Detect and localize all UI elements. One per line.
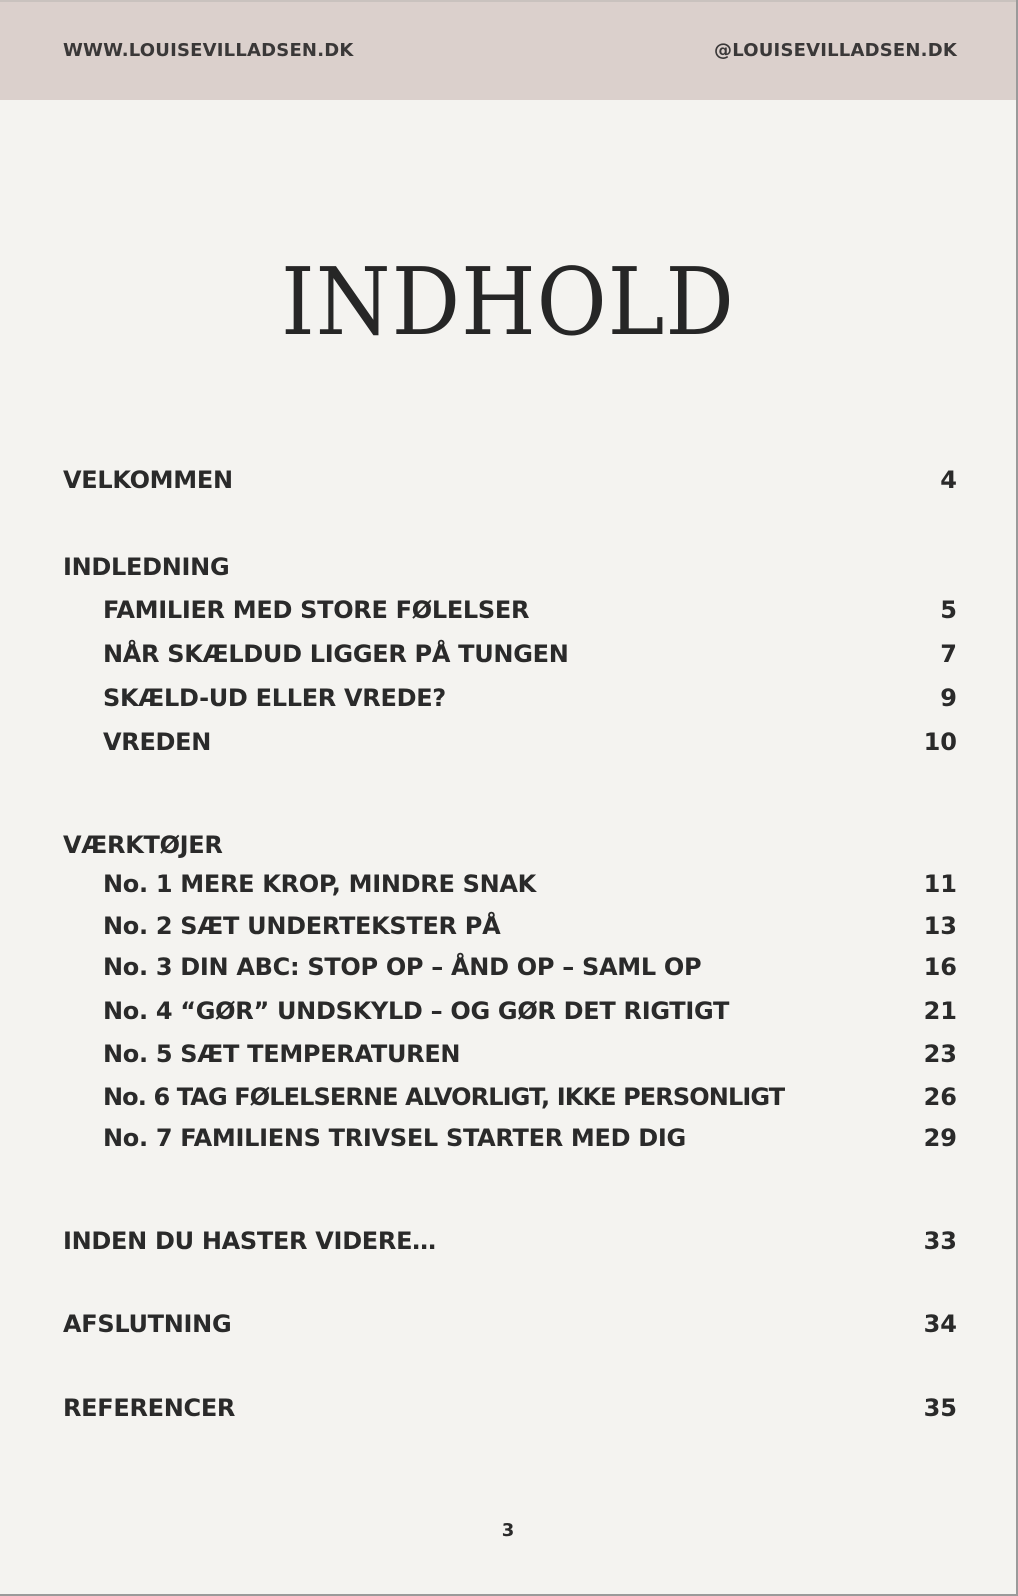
toc-entry	[103, 1083, 957, 1119]
toc-entry-label: VREDEN	[103, 728, 212, 756]
toc-entry-label: NÅR SKÆLDUD LIGGER PÅ TUNGEN	[103, 640, 569, 668]
page-header	[0, 0, 1016, 100]
toc-entry-page: 7	[940, 640, 957, 668]
toc-entry-label: No. 2 SÆT UNDERTEKSTER PÅ	[103, 912, 501, 940]
toc-entry-page: 34	[923, 1310, 957, 1338]
toc-section-indledning	[63, 553, 957, 589]
toc-entry-page: 11	[923, 870, 957, 898]
page-number: 3	[501, 1520, 515, 1541]
toc-entry-label: INDEN DU HASTER VIDERE…	[63, 1227, 436, 1255]
social-handle: @LOUISEVILLADSEN.DK	[714, 40, 957, 61]
toc-entry-label: REFERENCER	[63, 1394, 236, 1422]
toc-entry	[103, 1124, 957, 1160]
toc-entry-inden	[63, 1227, 957, 1263]
toc-entry-page: 23	[923, 1040, 957, 1068]
toc-entry-page: 5	[940, 596, 957, 624]
toc-entry-label: No. 1 MERE KROP, MINDRE SNAK	[103, 870, 536, 898]
toc-entry	[103, 870, 957, 906]
toc-entry	[103, 596, 957, 632]
toc-entry-label: VELKOMMEN	[63, 466, 233, 494]
toc-entry-label: AFSLUTNING	[63, 1310, 232, 1338]
website-url: WWW.LOUISEVILLADSEN.DK	[63, 40, 354, 61]
toc-entry-label: No. 6 TAG FØLELSERNE ALVORLIGT, IKKE PERSONLIGT	[103, 1083, 785, 1111]
toc-section-label: INDLEDNING	[63, 553, 230, 581]
toc-entry-page: 10	[923, 728, 957, 756]
toc-entry	[103, 640, 957, 676]
toc-entry-label: No. 3 DIN ABC: STOP OP – ÅND OP – SAML OP	[103, 953, 702, 981]
toc-entry	[103, 684, 957, 720]
toc-entry-label: No. 4 “GØR” UNDSKYLD – OG GØR DET RIGTIGT	[103, 997, 730, 1025]
toc-entry	[103, 997, 957, 1033]
toc-entry-velkommen	[63, 466, 957, 502]
toc-entry-page: 35	[923, 1394, 957, 1422]
toc-entry-afslutning	[63, 1310, 957, 1346]
page-title: INDHOLD	[281, 248, 735, 356]
toc-entry-page: 33	[923, 1227, 957, 1255]
toc-entry-label: No. 5 SÆT TEMPERATUREN	[103, 1040, 461, 1068]
toc-entry	[103, 912, 957, 948]
toc-entry-page: 29	[923, 1124, 957, 1152]
toc-entry-page: 16	[923, 953, 957, 981]
toc-entry-page: 13	[923, 912, 957, 940]
toc-section-label: VÆRKTØJER	[63, 831, 223, 859]
toc-entry	[103, 728, 957, 764]
toc-entry-label: FAMILIER MED STORE FØLELSER	[103, 596, 530, 624]
toc-entry-page: 9	[940, 684, 957, 712]
toc-entry-page: 4	[940, 466, 957, 494]
toc-entry-label: SKÆLD-UD ELLER VREDE?	[103, 684, 446, 712]
toc-entry	[103, 953, 957, 989]
toc-entry-page: 21	[923, 997, 957, 1025]
toc-entry	[103, 1040, 957, 1076]
toc-entry-page: 26	[923, 1083, 957, 1111]
toc-entry-referencer	[63, 1394, 957, 1430]
toc-entry-label: No. 7 FAMILIENS TRIVSEL STARTER MED DIG	[103, 1124, 686, 1152]
toc-section-vaerktoejer	[63, 831, 957, 867]
